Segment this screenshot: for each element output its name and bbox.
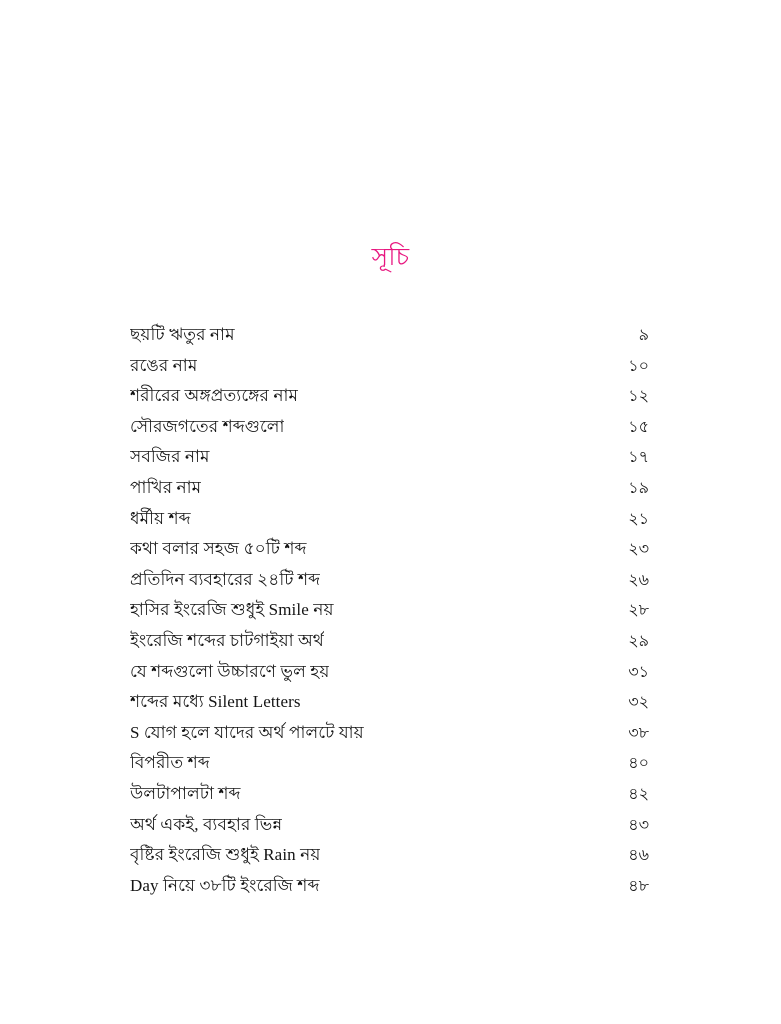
toc-entry-page-number: ৪০ (628, 755, 649, 773)
toc-entry-page-number: ৪৮ (628, 877, 649, 895)
toc-entry-label: কথা বলার সহজ ৫০টি শব্দ (130, 539, 307, 559)
toc-entry-page-number: ১২ (628, 388, 649, 406)
toc-entry[interactable] (130, 871, 649, 902)
toc-entry-label: হাসির ইংরেজি শুধুই Smile নয় (130, 600, 334, 620)
toc-entry-page-number: ২৩ (628, 541, 649, 559)
toc-entry-page-number: ৪২ (628, 785, 649, 803)
toc-entry-label: S যোগ হলে যাদের অর্থ পালটে যায় (130, 722, 364, 742)
toc-entry-label: বিপরীত শব্দ (130, 753, 210, 773)
toc-entry-label: Day নিয়ে ৩৮টি ইংরেজি শব্দ (130, 875, 320, 895)
toc-entry-page-number: ৯ (638, 327, 649, 344)
toc-entry-page-number: ৩১ (628, 663, 649, 681)
toc-entry-label: বৃষ্টির ইংরেজি শুধুই Rain নয় (130, 845, 321, 865)
toc-entry[interactable] (130, 381, 649, 412)
toc-entry-label: শরীরের অঙ্গপ্রত্যঙ্গের নাম (130, 386, 299, 406)
toc-entry-label: শব্দের মধ্যে Silent Letters (130, 692, 301, 712)
toc-entry[interactable] (130, 810, 649, 841)
toc-entry-label: ধর্মীয় শব্দ (130, 508, 191, 528)
toc-entry-label: সৌরজগতের শব্দগুলো (130, 416, 285, 436)
table-of-contents-list (130, 320, 649, 901)
toc-entry-page-number: ৩২ (628, 694, 649, 712)
toc-entry-label: সবজির নাম (130, 447, 210, 467)
page-title: সূচি (371, 244, 410, 271)
toc-entry-label: ইংরেজি শব্দের চাটগাইয়া অর্থ (130, 630, 324, 650)
toc-entry[interactable] (130, 320, 649, 351)
toc-entry[interactable] (130, 626, 649, 657)
toc-entry-label: ছয়টি ঋতুর নাম (130, 325, 235, 344)
toc-entry-label: পাখির নাম (130, 477, 202, 497)
toc-entry-page-number: ৪৬ (628, 847, 649, 865)
toc-entry[interactable] (130, 565, 649, 596)
toc-entry-label: যে শব্দগুলো উচ্চারণে ভুল হয় (130, 661, 330, 681)
toc-entry[interactable] (130, 473, 649, 504)
toc-entry-label: অর্থ একই, ব্যবহার ভিন্ন (130, 814, 283, 834)
toc-entry-page-number: ১০ (628, 357, 649, 375)
toc-entry[interactable] (130, 504, 649, 535)
toc-entry[interactable] (130, 657, 649, 688)
toc-entry-page-number: ২৮ (628, 602, 649, 620)
toc-entry-page-number: ২৬ (628, 571, 649, 589)
toc-entry-label: প্রতিদিন ব্যবহারের ২৪টি শব্দ (130, 569, 321, 589)
toc-entry[interactable] (130, 595, 649, 626)
toc-entry-page-number: ২৯ (628, 632, 649, 650)
toc-entry[interactable] (130, 840, 649, 871)
toc-entry-page-number: ৪৩ (628, 816, 649, 834)
toc-entry-page-number: ৩৮ (628, 724, 649, 742)
toc-entry-page-number: ১৫ (628, 418, 649, 436)
toc-entry-page-number: ১৯ (628, 479, 649, 497)
toc-entry[interactable] (130, 534, 649, 565)
toc-entry[interactable] (130, 412, 649, 443)
toc-entry[interactable] (130, 687, 649, 718)
toc-entry[interactable] (130, 779, 649, 810)
toc-entry[interactable] (130, 351, 649, 382)
toc-entry-label: রঙের নাম (130, 355, 198, 375)
toc-entry[interactable] (130, 442, 649, 473)
toc-entry[interactable] (130, 718, 649, 749)
toc-entry-page-number: ১৭ (628, 449, 649, 467)
toc-entry[interactable] (130, 748, 649, 779)
toc-entry-label: উলটাপালটা শব্দ (130, 783, 241, 803)
toc-entry-page-number: ২১ (628, 510, 649, 528)
